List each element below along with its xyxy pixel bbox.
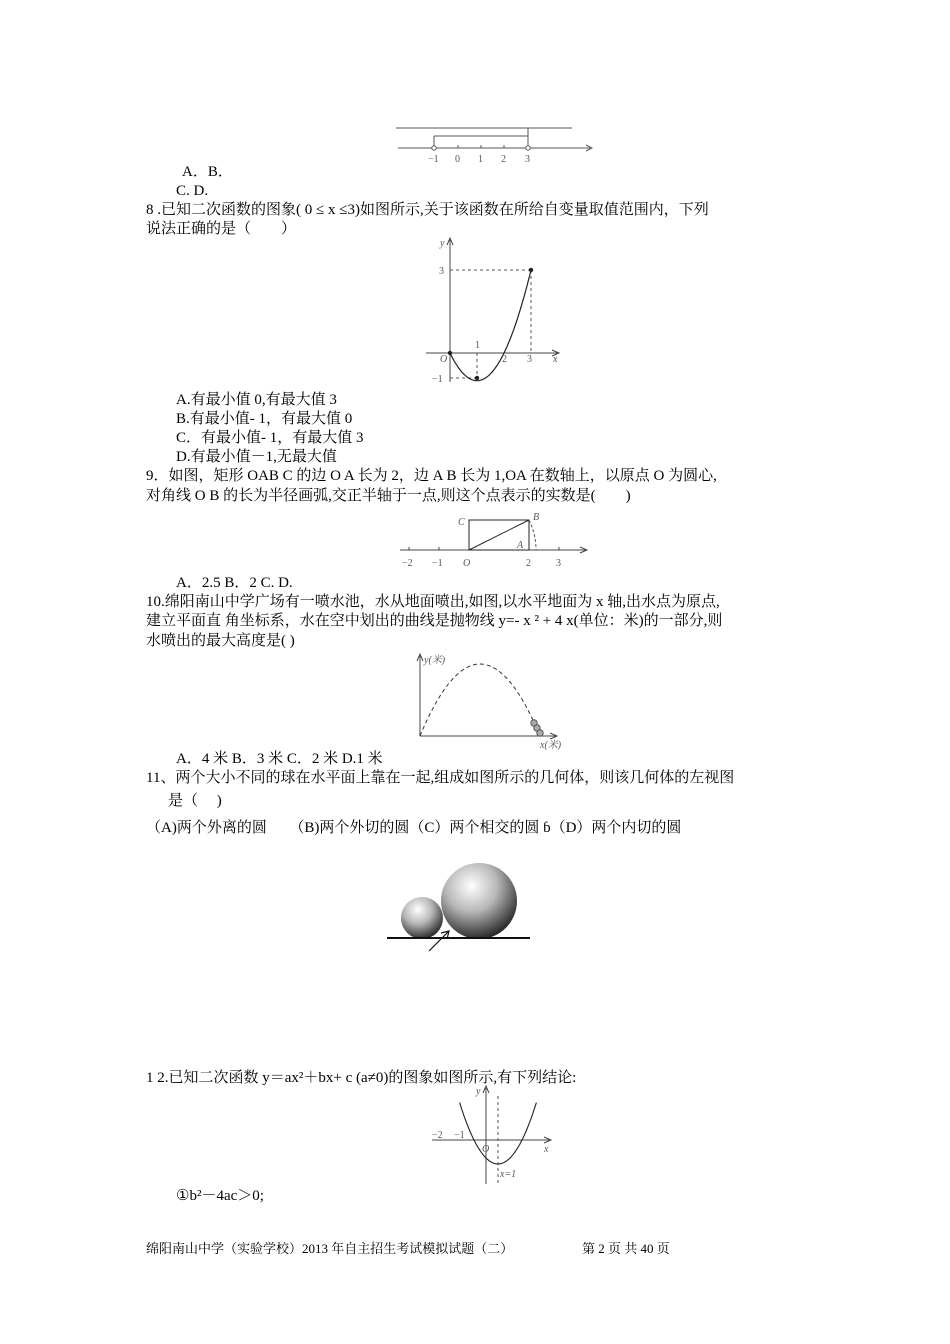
q12-conclusion-1: ①b²－4ac＞0; (176, 1188, 264, 1204)
q7-tick: −1 (428, 154, 439, 165)
q10-label-y: y(米) (424, 655, 446, 666)
q11-spheres-figure (384, 860, 534, 955)
q9-tick: −1 (432, 558, 443, 569)
q12-label-axis: x=1 (500, 1169, 517, 1180)
q7-tick: 0 (455, 154, 460, 165)
q8-label-2: 2 (502, 354, 507, 365)
footer-school: 绵阳南山中学（实验学校）2013 年自主招生考试模拟试题（二） (146, 1241, 514, 1256)
q12-label-o: O (482, 1144, 490, 1155)
q9-label-a: A (517, 540, 524, 551)
q7-options-line2: C. D. (176, 183, 209, 199)
q8-label-1: 1 (475, 340, 480, 351)
q12-parabola-graph (428, 1082, 558, 1190)
q9-tick: −2 (402, 558, 413, 569)
q9-rectangle-figure (396, 506, 592, 572)
q9-tick: 3 (556, 558, 561, 569)
q8-label-origin: O (440, 354, 448, 365)
large-sphere (441, 863, 517, 939)
q7-tick: 1 (478, 154, 483, 165)
q8-label-3: 3 (527, 354, 532, 365)
q7-options-line1: A．B． (182, 164, 233, 180)
q9-stem-line1: 9．如图，矩形 OAB C 的边 O A 长为 2，边 A B 长为 1,OA 在数轴上，以原点 O 为圆心, (146, 468, 717, 484)
q9-label-o: O (463, 558, 471, 569)
q7-tick: 3 (525, 154, 530, 165)
q10-stem-line1: 10.绵阳南山中学广场有一喷水池，水从地面喷出,如图,以水平地面为 x 轴,出水点为原点, (146, 594, 720, 610)
q10-water-arc (420, 664, 540, 736)
q8-point-origin (448, 351, 452, 355)
q8-option-a: A.有最小值 0,有最大值 3 (176, 392, 337, 408)
q8-label-ym1: −1 (432, 374, 443, 385)
q12-stem: 1 2.已知二次函数 y＝ax²＋bx+ c (a≠0)的图象如图所示,有下列结论: (146, 1070, 577, 1086)
q9-label-b: B (533, 512, 540, 523)
q8-point-vertex (475, 376, 479, 380)
q8-label-y: y (440, 238, 445, 249)
q12-label-m1: −1 (454, 1130, 465, 1141)
q9-label-c: C (458, 517, 465, 528)
q8-point-end (529, 268, 533, 272)
q8-label-y3: 3 (439, 266, 444, 277)
q8-stem-line2: 说法正确的是（ ） (146, 221, 297, 237)
small-sphere (401, 897, 443, 939)
q8-label-x: x (553, 354, 558, 365)
q7-tick: 2 (501, 154, 506, 165)
q10-options: A．4 米 B．3 米 C．2 米 D.1 米 (176, 751, 383, 767)
q10-stem-line3: 水喷出的最大高度是( ) (146, 633, 295, 649)
q8-stem-line1: 8 .已知二次函数的图象( 0 ≤ x ≤3)如图所示,关于该函数在所给自变量取值范围内，下列 (146, 202, 709, 218)
q12-label-y: y (476, 1086, 481, 1097)
q8-option-d: D.有最小值－1,无最大值 (176, 449, 337, 465)
q9-tick: 2 (526, 558, 531, 569)
q11-stem-line2: 是（ ) (168, 793, 222, 809)
q8-option-b: B.有最小值- 1，有最大值 0 (176, 411, 353, 427)
q12-label-m2: −2 (432, 1130, 443, 1141)
q9-stem-line2: 对角线 O B 的长为半径画弧,交正半轴于一点,则这个点表示的实数是( ) (146, 488, 631, 504)
q7-number-line-figure (392, 120, 602, 168)
q10-stem-line2: 建立平面直 角坐标系，水在空中划出的曲线是抛物线 y=- x ² + 4 x(单位：米)的一部分,则 (146, 613, 723, 629)
q12-label-x: x (544, 1144, 549, 1155)
q8-parabola-curve (450, 270, 531, 381)
footer-page-number: 第 2 页 共 40 页 (582, 1241, 670, 1256)
q11-options: （A)两个外离的圆 （B)两个外切的圆（C）两个相交的圆 ɓ（D）两个内切的圆 (146, 820, 682, 836)
q9-options: A．2.5 B．2 C. D. (176, 575, 293, 591)
q8-option-c: C．有最小值- 1，有最大值 3 (176, 430, 364, 446)
q10-label-x: x(米) (540, 740, 562, 750)
q8-parabola-graph (420, 232, 570, 387)
q11-stem-line1: 11、两个大小不同的球在水平面上靠在一起,组成如图所示的几何体，则该几何体的左视图 (146, 770, 735, 786)
q10-fountain-figure (406, 650, 576, 750)
